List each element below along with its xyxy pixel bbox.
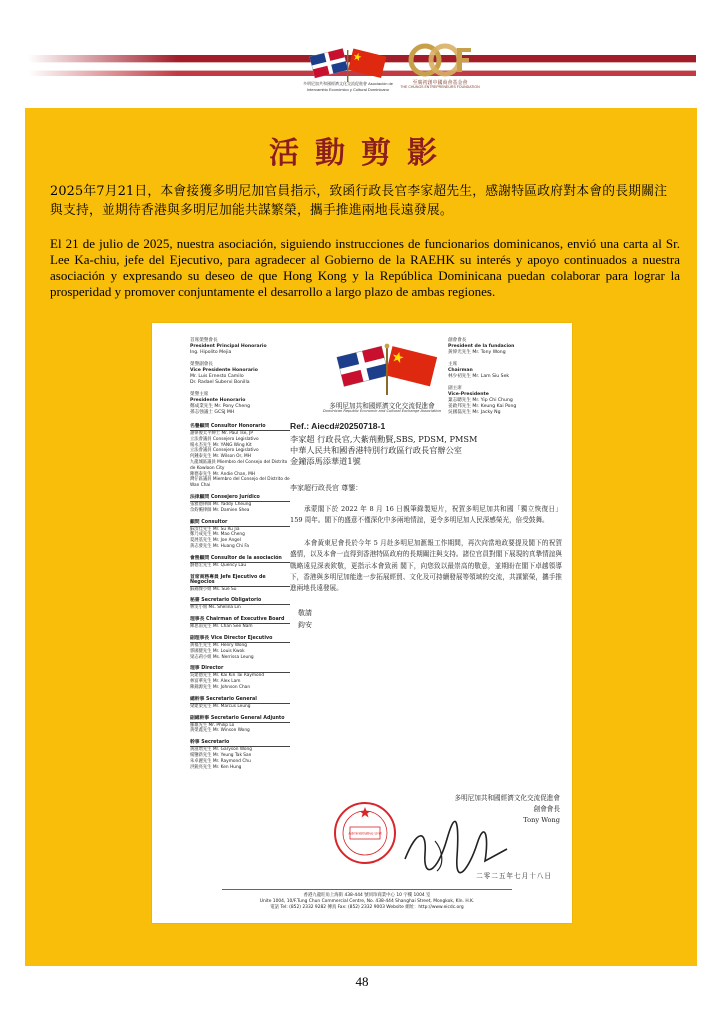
officer-name: 林少初先生 Mr. Lam Siu Sek	[448, 374, 510, 379]
sidebar-member: 灣仔區議員 Miembro del Consejo del Distrito de Wan Chai	[190, 477, 290, 489]
officer-name: 葉志聰先生 Mr. Yip Chi Chung	[448, 398, 513, 403]
crossed-flags-icon	[300, 44, 396, 82]
officer-zh: 主席	[448, 362, 458, 367]
officer-block	[448, 338, 558, 356]
founding-officers	[448, 338, 558, 422]
letter-footer	[222, 889, 512, 911]
sidebar-member: 梁志莉小姐 Ms. Nerrissa Leung	[190, 654, 254, 660]
foundation-logo-text: 至廣初創中國商會基金會	[412, 80, 468, 86]
association-logo-text: 多明尼加共和國經濟文化交流促進會 Asociación de Intercambio Económico y Cultural Dominicano	[302, 81, 393, 92]
sidebar-member: 何鍾泰先生 Mr. Wilson Or, MH	[190, 454, 251, 460]
association-logo	[300, 44, 396, 92]
officer-role: Vice-Presidente	[448, 392, 489, 397]
sidebar-member: 夏展基先生 Mr. Joe Angel	[190, 538, 241, 544]
activity-panel	[25, 108, 697, 966]
officer-name: 吳國磊先生 Mr. Jacky Ng	[448, 410, 501, 415]
red-seal-icon	[330, 798, 400, 868]
footer-line: 電話 Tel: (852) 2332 9282 傳真 Fax: (852) 2332 9003 Website 網址：http://www.eicdc.org	[270, 905, 464, 910]
sidebar-member: 黃志發先生 Mr. Huang Chi Fa	[190, 543, 250, 549]
sidebar-member: 洪鋭亮先生 Mr. Ken Hung	[190, 764, 242, 770]
officer-block	[190, 362, 310, 386]
sidebar-section-head: 副總幹事 Secretario General Adjunto	[190, 714, 290, 723]
address-line: 中華人民共和國香港特別行政區行政長官辦公室	[290, 445, 462, 455]
officer-name: 姜啟邦先生 Mr. Keung Kai Pong	[448, 404, 517, 409]
header-fade	[28, 55, 178, 76]
officer-block	[448, 386, 558, 416]
officer-name: Mr. Luis Ernesto Camilo	[190, 374, 244, 379]
closing-line: 鈞安	[298, 620, 312, 629]
officer-zh: 創會會長	[448, 338, 467, 343]
footer-line: Unite 1004, 10/F.Tung Chun Commercial Centre, No. 438-444 Shanghai Street, Mongkok, Kln. H.K.	[259, 899, 475, 904]
officer-zh: 榮譽副會長	[190, 362, 213, 367]
sidebar-member: 謝偉俊太平紳士 Mr. Paul Tse, JP	[190, 431, 253, 436]
officer-zh: 副主席	[448, 386, 462, 391]
officer-role: Vice Presidente Honorario	[190, 368, 258, 373]
foundation-logo-text: THE CHUNGS ENTREPRENEURS FOUNDATION	[400, 85, 480, 89]
sign-title: 創會會長	[533, 805, 560, 813]
letter-org-subtitle: Dominican Republic Economic and Cultural Exchange Association	[323, 409, 441, 413]
sidebar-member: 黃榮鑫先生 Mr. Winson Wong	[190, 728, 250, 734]
sidebar-member: 張雅德律師 Mr. Yaddy Cheung	[190, 501, 252, 507]
sidebar-member: 吳建德先生 Mr. Kai Kin Tai Raymond	[190, 673, 265, 679]
address-line: 金鐘添馬添華道1號	[290, 456, 361, 466]
sidebar-section-head: 法律顧問 Consejero Jurídico	[190, 493, 290, 502]
officer-name: Dr. Radael Subervi Bonilla	[190, 380, 250, 385]
sidebar-member: 陳思南先生 Mr. Chan See Nam	[190, 624, 253, 630]
sidebar-section-head: 副理事長 Vice Director Ejecutivo	[190, 634, 290, 643]
sidebar-member: 立法會議員 Consejero Legislativo	[190, 448, 259, 454]
sidebar-section-head: 幹事 Secretario	[190, 738, 290, 747]
sidebar-member: 林富華先生 Mr. Alex Lam	[190, 679, 241, 685]
letter-salutation: 李家超行政長官 尊鑒：	[290, 484, 363, 492]
officer-name: 鄭成業先生 Mr. Pony Cheng	[190, 404, 251, 409]
officer-role: Presidente Honorario	[190, 398, 246, 403]
sidebar-member: 立法會議員 Consejero Legislativo	[190, 436, 259, 442]
foundation-logo	[395, 40, 485, 92]
sidebar-member: 羅雄先生 Mr. Philip Lo	[190, 722, 235, 728]
officer-name: 黃偉光先生 Mr. Tony Wong	[448, 350, 506, 355]
officer-zh: 榮譽主席	[190, 392, 209, 397]
officer-role: President Principal Honorario	[190, 344, 267, 349]
letter-paragraph: 承蒙閣下於 2022 年 8 月 16 日親筆錄製短片，祝賀多明尼加共和國「獨立恢復日」159 周年。閣下的盛意不僅深化中多兩地情誼，更令多明尼加人民深感榮光，倍受鼓舞。	[290, 505, 562, 525]
letter-body	[290, 421, 562, 631]
sidebar-member: 黃福生先生 Mr. Henry Wong	[190, 642, 248, 648]
crossed-flags-icon	[322, 333, 452, 401]
letter-sidebar	[190, 418, 290, 770]
letter-closing	[290, 607, 562, 631]
sign-org: 多明尼加共和國經濟文化交流促進會	[454, 794, 560, 802]
closing-line: 敬請	[298, 608, 312, 617]
sidebar-section-head: 秘書 Secretario Obligatorio	[190, 596, 290, 605]
sign-name: Tony Wong	[523, 816, 560, 824]
official-seal	[330, 798, 400, 868]
officer-role: Chairman	[448, 368, 473, 373]
sidebar-member: 鄭乃成先生 Mr. Mao Cheng	[190, 532, 245, 538]
page-header	[0, 0, 724, 95]
officer-block	[190, 392, 310, 416]
sidebar-member: 陳德泰先生 Mr. Andie Chan, MH	[190, 471, 256, 477]
letter-address	[290, 434, 562, 467]
sidebar-member: 林雯小姐 Ms. Shelina Lin	[190, 605, 241, 611]
letter-reference: Ref.: Aiecd#20250718-1	[290, 421, 386, 431]
sidebar-member: 楊鑒新先生 Mr. Yeung Tak San	[190, 752, 252, 758]
address-line: 李家超 行政長官,大紫荊勳賢,SBS, PDSM, PMSM	[290, 434, 478, 444]
sidebar-member: 朱卓麗先生 Mr. Raymond Chu	[190, 758, 251, 764]
letter-date: 二零二五年七月十八日	[476, 872, 552, 880]
sidebar-section-head: 總幹事 Secretario General	[190, 695, 290, 704]
sidebar-member: 蘇汝佳先生 Mr. Su Ru Jia	[190, 526, 240, 532]
seal-text: Administrative Unit	[348, 830, 382, 836]
officer-name: 孫志強議士 GCSJ MH	[190, 410, 235, 415]
officer-zh: 首席榮譽會長	[190, 338, 218, 343]
letter-org-title: 多明尼加共和國經濟文化交流促進會	[329, 402, 435, 410]
officer-block	[190, 338, 310, 356]
officer-role: President de la fundacion	[448, 344, 515, 349]
sidebar-member: 九龍城區議員 Miembro del Consejo del Distrito de Kowloon City	[190, 459, 288, 471]
officer-name: Ing. Hipolito Mejia	[190, 350, 232, 355]
sidebar-member: 黃滋增先生 Mr. Garyson Wong	[190, 747, 252, 753]
sidebar-section-head: 顧問 Consultor	[190, 518, 290, 527]
sidebar-member: 劉德宏先生 Mr. Quency Lau	[190, 562, 247, 568]
sidebar-member: 陳錦源先生 Mr. Johnson Chan	[190, 684, 251, 690]
cef-logo-icon	[395, 40, 485, 78]
officer-block	[448, 362, 558, 380]
page-number: 48	[355, 974, 369, 989]
sidebar-section-head: 會務顧問 Consultor de la asociación	[190, 554, 290, 563]
sidebar-section-head: 名譽顧問 Consultor Honorario	[190, 422, 290, 431]
chinese-paragraph: 2025年7月21日，本會接獲多明尼加官員指示，致函行政長官李家超先生，感謝特區政府對本會的長期關注與支持，並期待香港與多明尼加能共謀繁榮，攜手推進兩地長遠發展。	[50, 184, 668, 218]
sidebar-section-head: 理事 Director	[190, 664, 290, 673]
footer-line: 香港九龍旺角上海街 438-444 號同珍商業中心 10 字樓 1004 室	[303, 893, 431, 898]
spanish-paragraph: El 21 de julio de 2025, nuestra asociación, siguiendo instrucciones de funcionarios dominicanos, envió una carta al Sr. Lee Ka-chiu, jefe del Ejecutivo, para agradecer al Gobierno de la RAEHK su interés y apoyo continuados a nuestra asociación y expresando su deseo de que Hong Kong y la República Dominicana puedan colaborar para lograr la prosperidad y promover conjuntamente el desarrollo a largo plazo de ambas regiones.	[50, 236, 680, 299]
sidebar-section-head: 理事長 Chairman of Executive Board	[190, 615, 290, 624]
letter-paragraph: 本會黃東尼會長於今年 5 月赴多明尼加滙報工作期間，再次向當地政要提及閣下的祝賀盛情，以及本會一直得到香港特區政府的長期關注與支持。諸位官員對閣下展現的真摯情誼與戰略遠見深表欽敬，更指示本會致函 閣下，向您致以最崇高的敬意，並期盼在閣下卓越領導下，香港與多明尼加能進一步拓展經貿、文化及可持續發展等領域的交流，共謀繁榮，攜手推進兩地長遠發展。	[290, 538, 562, 593]
letter-document	[152, 323, 572, 923]
sidebar-member: 楊永杰先生 Mr. YANG Wing Kit	[190, 442, 252, 448]
honorary-officers	[190, 338, 310, 422]
sidebar-member: 郭國健先生 Mr. Louis Kwok	[190, 648, 245, 654]
sidebar-section-head: 首席商務專員 Jefe Ejecutivo de Negocios	[190, 573, 290, 587]
panel-title: 活動剪影	[269, 136, 453, 171]
sidebar-member: 梁建榮先生 Mr. Marcus Leung	[190, 703, 251, 709]
sidebar-member: 蘇錦傑小姐 Ms. Sue Su	[190, 586, 237, 592]
sidebar-member: 佘鈞蘅律師 Mr. Damien Shea	[190, 507, 250, 513]
